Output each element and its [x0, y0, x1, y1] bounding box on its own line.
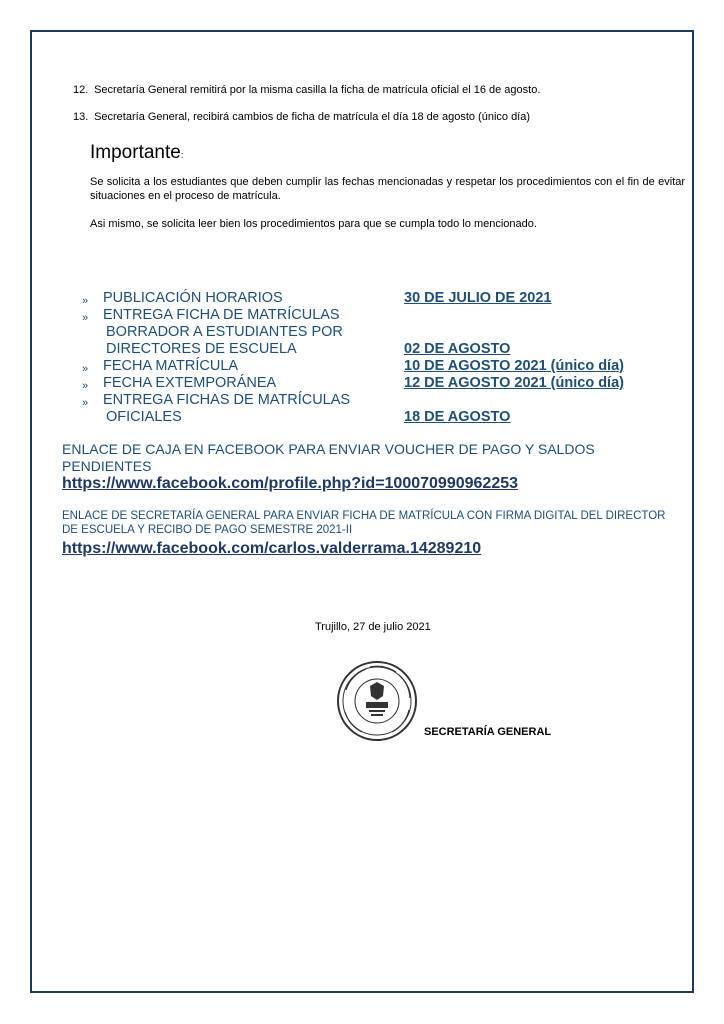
bullet-icon: » [82, 312, 89, 324]
bullet-icon: » [82, 380, 89, 392]
schedule-label: PUBLICACIÓN HORARIOS [103, 290, 283, 306]
secretaria-link-caption: ENLACE DE SECRETARÍA GENERAL PARA ENVIAR FICHA DE MATRÍCULA CON FIRMA DIGITAL DEL DIRECTOR DE ESCUELA Y RECIBO DE PAGO SEMESTRE 2021-II [62, 510, 666, 536]
schedule-date: 02 DE AGOSTO [404, 341, 511, 357]
important-colon: : [180, 150, 184, 160]
caja-link-caption: ENLACE DE CAJA EN FACEBOOK PARA ENVIAR VOUCHER DE PAGO Y SALDOS PENDIENTES [62, 441, 595, 474]
schedule-label: OFICIALES [106, 409, 182, 425]
list-item-13 [73, 111, 530, 123]
schedule-date: 30 DE JULIO DE 2021 [404, 290, 552, 306]
secretaria-facebook-link[interactable]: https://www.facebook.com/carlos.valderrama.14289210 [62, 540, 482, 557]
place-date: Trujillo, 27 de julio 2021 [315, 621, 431, 633]
list-item-12 [73, 84, 540, 96]
schedule-label: FECHA MATRÍCULA [103, 358, 239, 374]
list-number: 12. [73, 84, 89, 96]
bullet-icon: » [82, 295, 89, 307]
schedule-label: BORRADOR A ESTUDIANTES POR [106, 324, 343, 340]
schedule-label: ENTREGA FICHAS DE MATRÍCULAS [103, 392, 351, 408]
important-heading-text: Importante [90, 142, 181, 163]
important-paragraph-1: Se solicita a los estudiantes que deben cumplir las fechas mencionadas y respetar los procedimientos con el fin de evitar situaciones en el proceso de matrícula. [90, 176, 685, 202]
schedule-label: ENTREGA FICHA DE MATRÍCULAS [103, 307, 340, 323]
schedule-label: FECHA EXTEMPORÁNEA [103, 375, 277, 391]
schedule-date: 12 DE AGOSTO 2021 (único día) [404, 375, 624, 391]
list-text: Secretaría General, recibirá cambios de ficha de matrícula el día 18 de agosto (único día) [94, 111, 531, 123]
schedule-date: 18 DE AGOSTO [404, 409, 511, 425]
bullet-icon: » [82, 363, 89, 375]
signature-title: SECRETARÍA GENERAL [424, 726, 552, 738]
schedule-date: 10 DE AGOSTO 2021 (único día) [404, 358, 624, 374]
schedule-label: DIRECTORES DE ESCUELA [106, 341, 297, 357]
important-heading [90, 142, 183, 164]
official-seal-icon [336, 660, 418, 742]
list-number: 13. [73, 111, 89, 123]
important-paragraph-2: Asi mismo, se solicita leer bien los procedimientos para que se cumpla todo lo mencionado. [90, 218, 537, 230]
list-text: Secretaría General remitirá por la misma casilla la ficha de matrícula oficial el 16 de agosto. [94, 84, 541, 96]
bullet-icon: » [82, 397, 89, 409]
caja-facebook-link[interactable]: https://www.facebook.com/profile.php?id=100070990962253 [62, 475, 519, 492]
